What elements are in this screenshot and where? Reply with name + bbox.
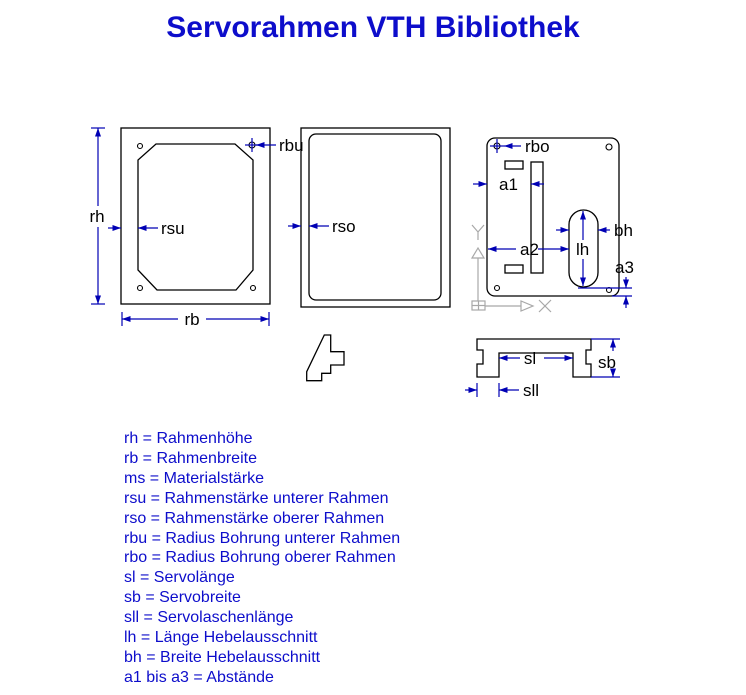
legend-item: rb = Rahmenbreite <box>124 449 257 467</box>
legend-item: sl = Servolänge <box>124 569 235 587</box>
ucs-axis-icon <box>472 225 551 312</box>
legend-item: bh = Breite Hebelausschnitt <box>124 648 321 666</box>
dimension-bh <box>556 221 633 240</box>
label-lh: lh <box>576 240 590 259</box>
dimension-rb <box>122 310 269 329</box>
dimension-rso <box>288 217 356 236</box>
dimension-a1 <box>473 175 544 194</box>
upper-frame-top-view <box>472 137 634 312</box>
legend-item: rh = Rahmenhöhe <box>124 430 253 447</box>
legend-item: rbo = Radius Bohrung oberer Rahmen <box>124 549 396 567</box>
lower-frame-front-view <box>89 128 303 329</box>
dimension-rbo <box>504 137 550 156</box>
dimension-sll <box>465 381 539 400</box>
dimension-rsu <box>108 219 185 238</box>
label-rso: rso <box>332 217 356 236</box>
label-rb: rb <box>184 310 200 329</box>
dimension-rh <box>89 128 105 304</box>
legend-item: rso = Rahmenstärke oberer Rahmen <box>124 509 385 527</box>
page-title: Servorahmen VTH Bibliothek <box>166 11 580 44</box>
dimension-sl <box>499 349 573 368</box>
servo-section-view <box>465 339 620 400</box>
dimension-lh <box>576 211 589 286</box>
hole-crosshair-icon <box>490 139 504 153</box>
legend-item: a1 bis a3 = Abstände <box>124 668 274 686</box>
label-rbu: rbu <box>279 136 304 155</box>
label-a2: a2 <box>520 240 539 259</box>
dimension-a2 <box>488 240 569 259</box>
label-a1: a1 <box>499 175 518 194</box>
label-bh: bh <box>614 221 633 240</box>
dimension-a3 <box>578 258 634 308</box>
legend-item: rbu = Radius Bohrung unterer Rahmen <box>124 529 401 547</box>
label-rsu: rsu <box>161 219 185 238</box>
legend-item: lh = Länge Hebelausschnitt <box>124 629 318 647</box>
legend-item: rsu = Rahmenstärke unterer Rahmen <box>124 489 389 507</box>
label-rbo: rbo <box>525 137 550 156</box>
label-a3: a3 <box>615 258 634 277</box>
legend-item: sll = Servolaschenlänge <box>124 609 294 627</box>
label-sb: sb <box>598 353 616 372</box>
dimension-sb <box>591 339 620 377</box>
label-rh: rh <box>89 207 105 226</box>
upper-frame-front-view <box>288 128 450 307</box>
dimension-rbu <box>256 136 304 155</box>
legend <box>124 429 400 688</box>
legend-item: sb = Servobreite <box>124 589 241 607</box>
label-sll: sll <box>523 381 540 400</box>
label-sl: sl <box>523 349 537 368</box>
frame-side-profile <box>307 335 344 381</box>
legend-item: ms = Materialstärke <box>124 469 265 487</box>
